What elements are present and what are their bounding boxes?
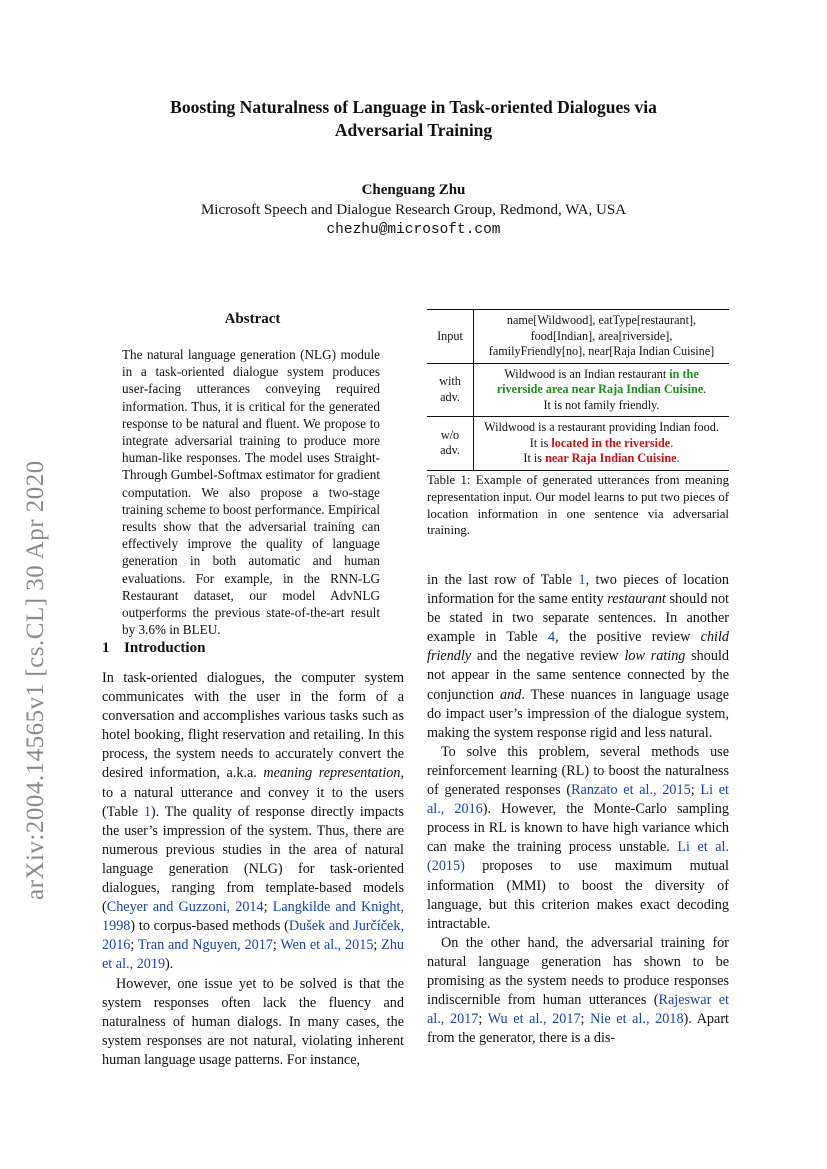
- title-line-2: Adversarial Training: [334, 120, 493, 140]
- section-number: 1: [102, 640, 110, 656]
- abstract-heading: Abstract: [224, 311, 281, 327]
- text-run: restaurant: [607, 591, 666, 608]
- text-run: ;: [272, 937, 281, 954]
- table-1-caption: Table 1: Example of generated utterances from meaning representation input. Our model learns to put two pieces of location information in one sentence via adversarial training.: [427, 473, 729, 538]
- text-run: and: [500, 686, 522, 703]
- value-line: [478, 451, 725, 467]
- author-name: Chenguang Zhu: [361, 182, 466, 198]
- text-run: ;: [263, 899, 273, 916]
- text-run: , two pieces of location information for the same entity: [427, 572, 729, 608]
- row-value: [474, 417, 729, 470]
- text-run: should not appear in the same sentence connected by the conjunction: [427, 648, 729, 703]
- table-row-with-adv: [427, 363, 729, 417]
- citation-link[interactable]: Cheyer and Guzzoni, 2014: [106, 899, 264, 916]
- row-label-text: adv.: [440, 443, 460, 458]
- row-value: [474, 364, 729, 417]
- value-line: It is not family friendly.: [543, 397, 660, 412]
- citation-link[interactable]: Ranzato et al., 2015: [571, 782, 691, 799]
- text-run: and the negative review: [471, 648, 625, 665]
- author-affiliation: Microsoft Speech and Dialogue Research Group, Redmond, WA, USA: [200, 202, 627, 218]
- plain-text: It is: [529, 435, 552, 450]
- text-run: ). Apart from the generator, there is a dis-: [427, 1011, 729, 1047]
- value-line: [478, 436, 725, 452]
- citation-link[interactable]: Li et al. (2015): [427, 839, 730, 875]
- text-run: meaning representation: [263, 765, 401, 782]
- row-label-text: with: [439, 374, 461, 389]
- paragraph: However, one issue yet to be solved is that the system responses often lack the fluency and naturalness of human dialogs. In many cases, the system responses are not natural, violating inherent human language usage patterns. For instance,: [102, 975, 404, 1068]
- row-label-text: w/o: [440, 427, 460, 442]
- text-run: ). The quality of response directly impacts the user’s impression of the system. Thus, there are numerous previous studies in the area of natural language generation (NLG) for task-oriented dialogues, ranging from template-based models (: [102, 803, 404, 916]
- citation-link[interactable]: Li et al., 2016: [427, 782, 729, 818]
- plain-text: It is: [523, 451, 546, 465]
- section-title: Introduction: [124, 640, 206, 656]
- text-run: To solve this problem, several methods use reinforcement learning (RL) to boost the naturalness of generated responses (: [427, 743, 729, 799]
- table-link[interactable]: 4: [548, 629, 556, 646]
- plain-text: .: [676, 451, 680, 465]
- text-run: In task-oriented dialogues, the computer system communicates with the user in the form of a conversation and accomplishes various tasks such as hotel booking, flight reservation and retailing. In this process, the system needs to accurately convert the desired information, a.k.a.: [102, 670, 404, 782]
- text-run: ;: [130, 937, 138, 954]
- arxiv-watermark: arXiv:2004.14565v1 [cs.CL] 30 Apr 2020: [22, 460, 49, 900]
- row-label-text: Input: [437, 328, 463, 343]
- text-run: ;: [690, 782, 701, 799]
- paragraph: [102, 669, 404, 975]
- paragraph: [427, 743, 729, 934]
- paragraph: [427, 934, 729, 1049]
- citation-link[interactable]: Rajeswar et al., 2017: [427, 992, 729, 1028]
- plain-text: Wildwood is an Indian restaurant: [504, 366, 670, 381]
- citation-link[interactable]: Tran and Nguyen, 2017: [137, 937, 273, 954]
- text-run: , to a natural utterance and convey it to the users (Table: [102, 765, 404, 820]
- row-label: [427, 417, 474, 470]
- row-value: [474, 310, 729, 363]
- text-run: . These nuances in language usage do impact user’s impression of the dialogue system, making the system response rigid and less natural.: [427, 686, 730, 741]
- section-heading: [102, 640, 205, 657]
- text-run: On the other hand, the adversarial training for natural language generation has shown to be promising as the system needs to produce responses indiscernible from human utterances (: [427, 934, 729, 1009]
- abstract-text: The natural language generation (NLG) module in a task-oriented dialogue system produces user-facing utterances conveying required information. Thus, it is critical for the generated response to be natural and fluent. We propose to integrate adversarial training to produce more human-like responses. The model uses Straight-Through Gumbel-Softmax estimator for gradient computation. We also propose a two-stage training scheme to boost performance. Empirical results show that the adversarial training can effectively improve the quality of language generation in both automatic and human evaluations. For example, in the RNN-LG Restaurant dataset, our model AdvNLG outperforms the previous state-of-the-art result by 3.6% in BLEU.: [122, 347, 380, 638]
- row-label: [427, 310, 474, 363]
- title-line-1: Boosting Naturalness of Language in Task-oriented Dialogues via: [170, 97, 657, 117]
- text-run: ;: [373, 937, 382, 954]
- citation-link[interactable]: Langkilde and Knight, 1998: [102, 899, 404, 935]
- green-highlight: in the: [669, 366, 699, 381]
- author-block: [80, 180, 747, 240]
- citation-link[interactable]: Wu et al., 2017: [487, 1011, 581, 1028]
- author-email[interactable]: chezhu@microsoft.com: [326, 222, 501, 238]
- table-1: [427, 309, 729, 471]
- paragraph: [427, 571, 729, 743]
- text-run: child friendly: [427, 629, 730, 665]
- text-run: in the last row of Table: [427, 572, 579, 588]
- citation-link[interactable]: Wen et al., 2015: [280, 937, 374, 954]
- paper-title: [80, 96, 747, 142]
- value-line: food[Indian], area[riverside],: [530, 328, 673, 343]
- citation-link[interactable]: Zhu et al., 2019: [102, 937, 405, 973]
- green-highlight: riverside area near Raja Indian Cuisine: [496, 382, 704, 396]
- right-column-body: [427, 571, 729, 1048]
- red-highlight: near Raja Indian Cuisine: [545, 451, 677, 465]
- table-link[interactable]: 1: [578, 572, 586, 588]
- citation-link[interactable]: Nie et al., 2018: [590, 1011, 684, 1028]
- table-row-without-adv: [427, 416, 729, 470]
- value-line: familyFriendly[no], near[Raja Indian Cuisine]: [488, 344, 715, 358]
- left-column-body: [102, 669, 404, 1070]
- red-highlight: located in the riverside: [551, 435, 671, 450]
- text-run: ;: [580, 1011, 591, 1028]
- text-run: low rating: [624, 648, 686, 665]
- value-line: [478, 382, 725, 398]
- text-run: ). However, the Monte-Carlo sampling process in RL is known to have high variance which can make the training process unstable.: [427, 801, 729, 856]
- text-run: should not be stated in two separate sentences. In another example in Table: [427, 591, 730, 646]
- text-run: ).: [165, 956, 174, 973]
- citation-link[interactable]: Dušek and Jurčíček, 2016: [102, 918, 404, 954]
- plain-text: .: [670, 435, 674, 450]
- table-row-input: [427, 310, 729, 363]
- value-line: Wildwood is a restaurant providing Indian food.: [484, 420, 719, 434]
- table-link[interactable]: 1: [143, 803, 151, 820]
- row-label: [427, 364, 474, 417]
- text-run: , the positive review: [555, 629, 701, 646]
- row-label-text: adv.: [440, 389, 460, 404]
- plain-text: .: [703, 382, 707, 396]
- text-run: proposes to use maximum mutual information (MMI) to boost the diversity of language, but this criterion makes exact decoding intractable.: [427, 858, 729, 932]
- text-run: ;: [478, 1011, 488, 1028]
- value-line: [478, 367, 725, 383]
- value-line: name[Wildwood], eatType[restaurant],: [506, 313, 697, 327]
- text-run: ) to corpus-based methods (: [130, 918, 289, 935]
